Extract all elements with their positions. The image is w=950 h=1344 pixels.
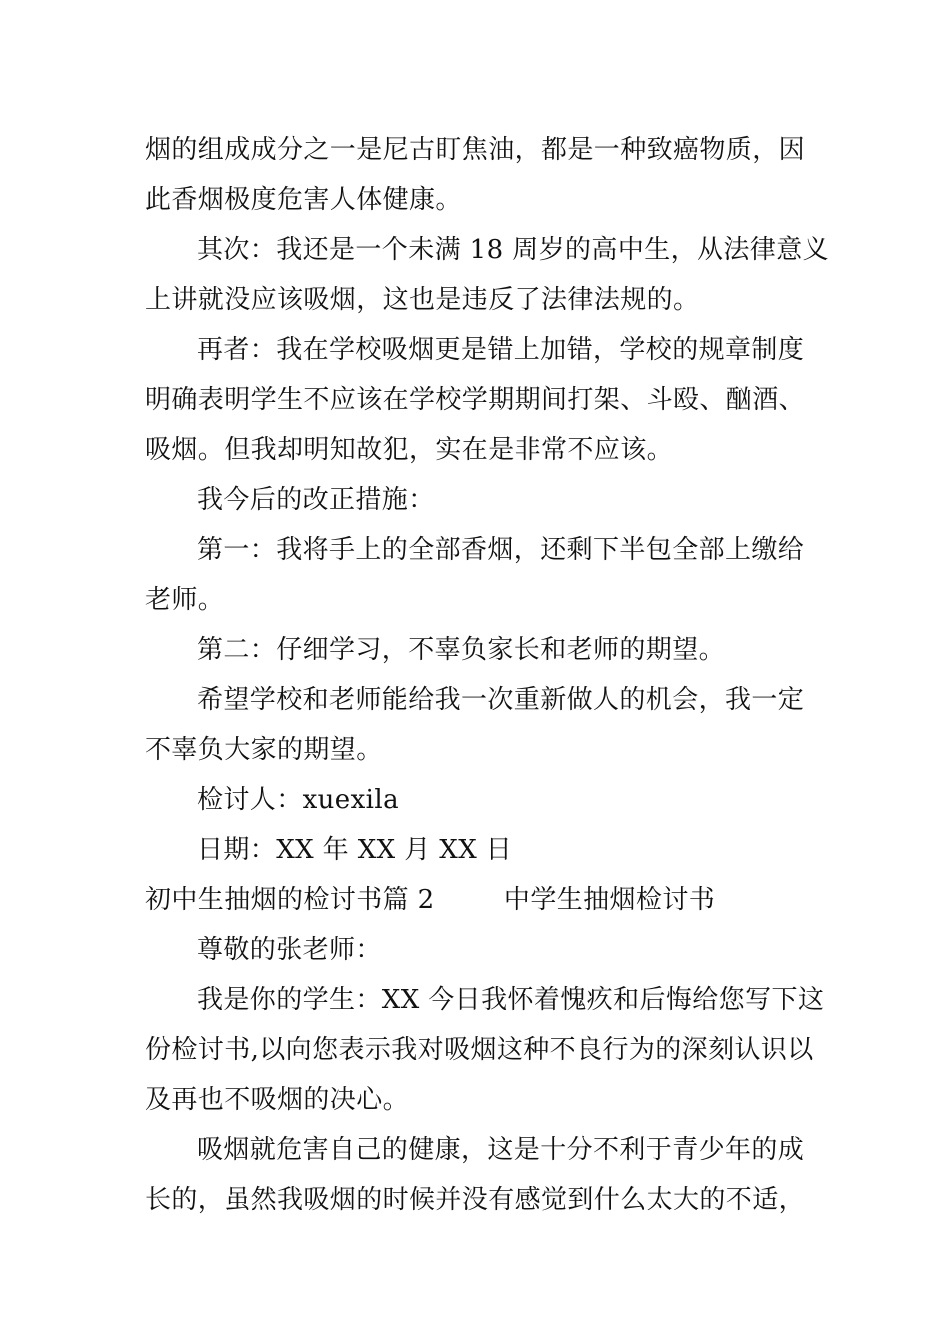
paragraph-line: 吸烟就危害自己的健康，这是十分不利于青少年的成: [197, 1135, 805, 1165]
paragraph-line: 希望学校和老师能给我一次重新做人的机会，我一定: [197, 685, 805, 715]
paragraph-line: 再者：我在学校吸烟更是错上加错，学校的规章制度: [197, 335, 805, 365]
paragraph-line: 其次：我还是一个未满 18 周岁的高中生，从法律意义: [197, 235, 830, 265]
paragraph-line: 第一：我将手上的全部香烟，还剩下半包全部上缴给: [197, 535, 805, 565]
paragraph-line: 此香烟极度危害人体健康。: [145, 185, 462, 215]
paragraph-line: 及再也不吸烟的决心。: [145, 1085, 410, 1115]
paragraph-line: 第二：仔细学习，不辜负家长和老师的期望。: [197, 635, 726, 665]
paragraph-line: 我今后的改正措施：: [197, 485, 435, 515]
paragraph-line: 烟的组成成分之一是尼古盯焦油，都是一种致癌物质，因: [145, 135, 806, 165]
paragraph-line: 老师。: [145, 585, 225, 615]
signature-line: 检讨人：xuexila: [197, 785, 399, 815]
paragraph-line: 吸烟。但我却明知故犯，实在是非常不应该。: [145, 435, 674, 465]
paragraph-line: 不辜负大家的期望。: [145, 735, 383, 765]
section-title: 初中生抽烟的检讨书篇 2 中学生抽烟检讨书: [145, 885, 716, 915]
paragraph-line: 上讲就没应该吸烟，这也是违反了法律法规的。: [145, 285, 700, 315]
paragraph-line: 明确表明学生不应该在学校学期期间打架、斗殴、酗酒、: [145, 385, 806, 415]
salutation-line: 尊敬的张老师：: [197, 935, 382, 965]
paragraph-line: 份检讨书,以向您表示我对吸烟这种不良行为的深刻认识以: [145, 1035, 814, 1065]
paragraph-line: 我是你的学生：XX 今日我怀着愧疚和后悔给您写下这: [197, 985, 825, 1015]
date-line: 日期：XX 年 XX 月 XX 日: [197, 835, 513, 865]
paragraph-line: 长的，虽然我吸烟的时候并没有感觉到什么太大的不适，: [145, 1185, 806, 1215]
